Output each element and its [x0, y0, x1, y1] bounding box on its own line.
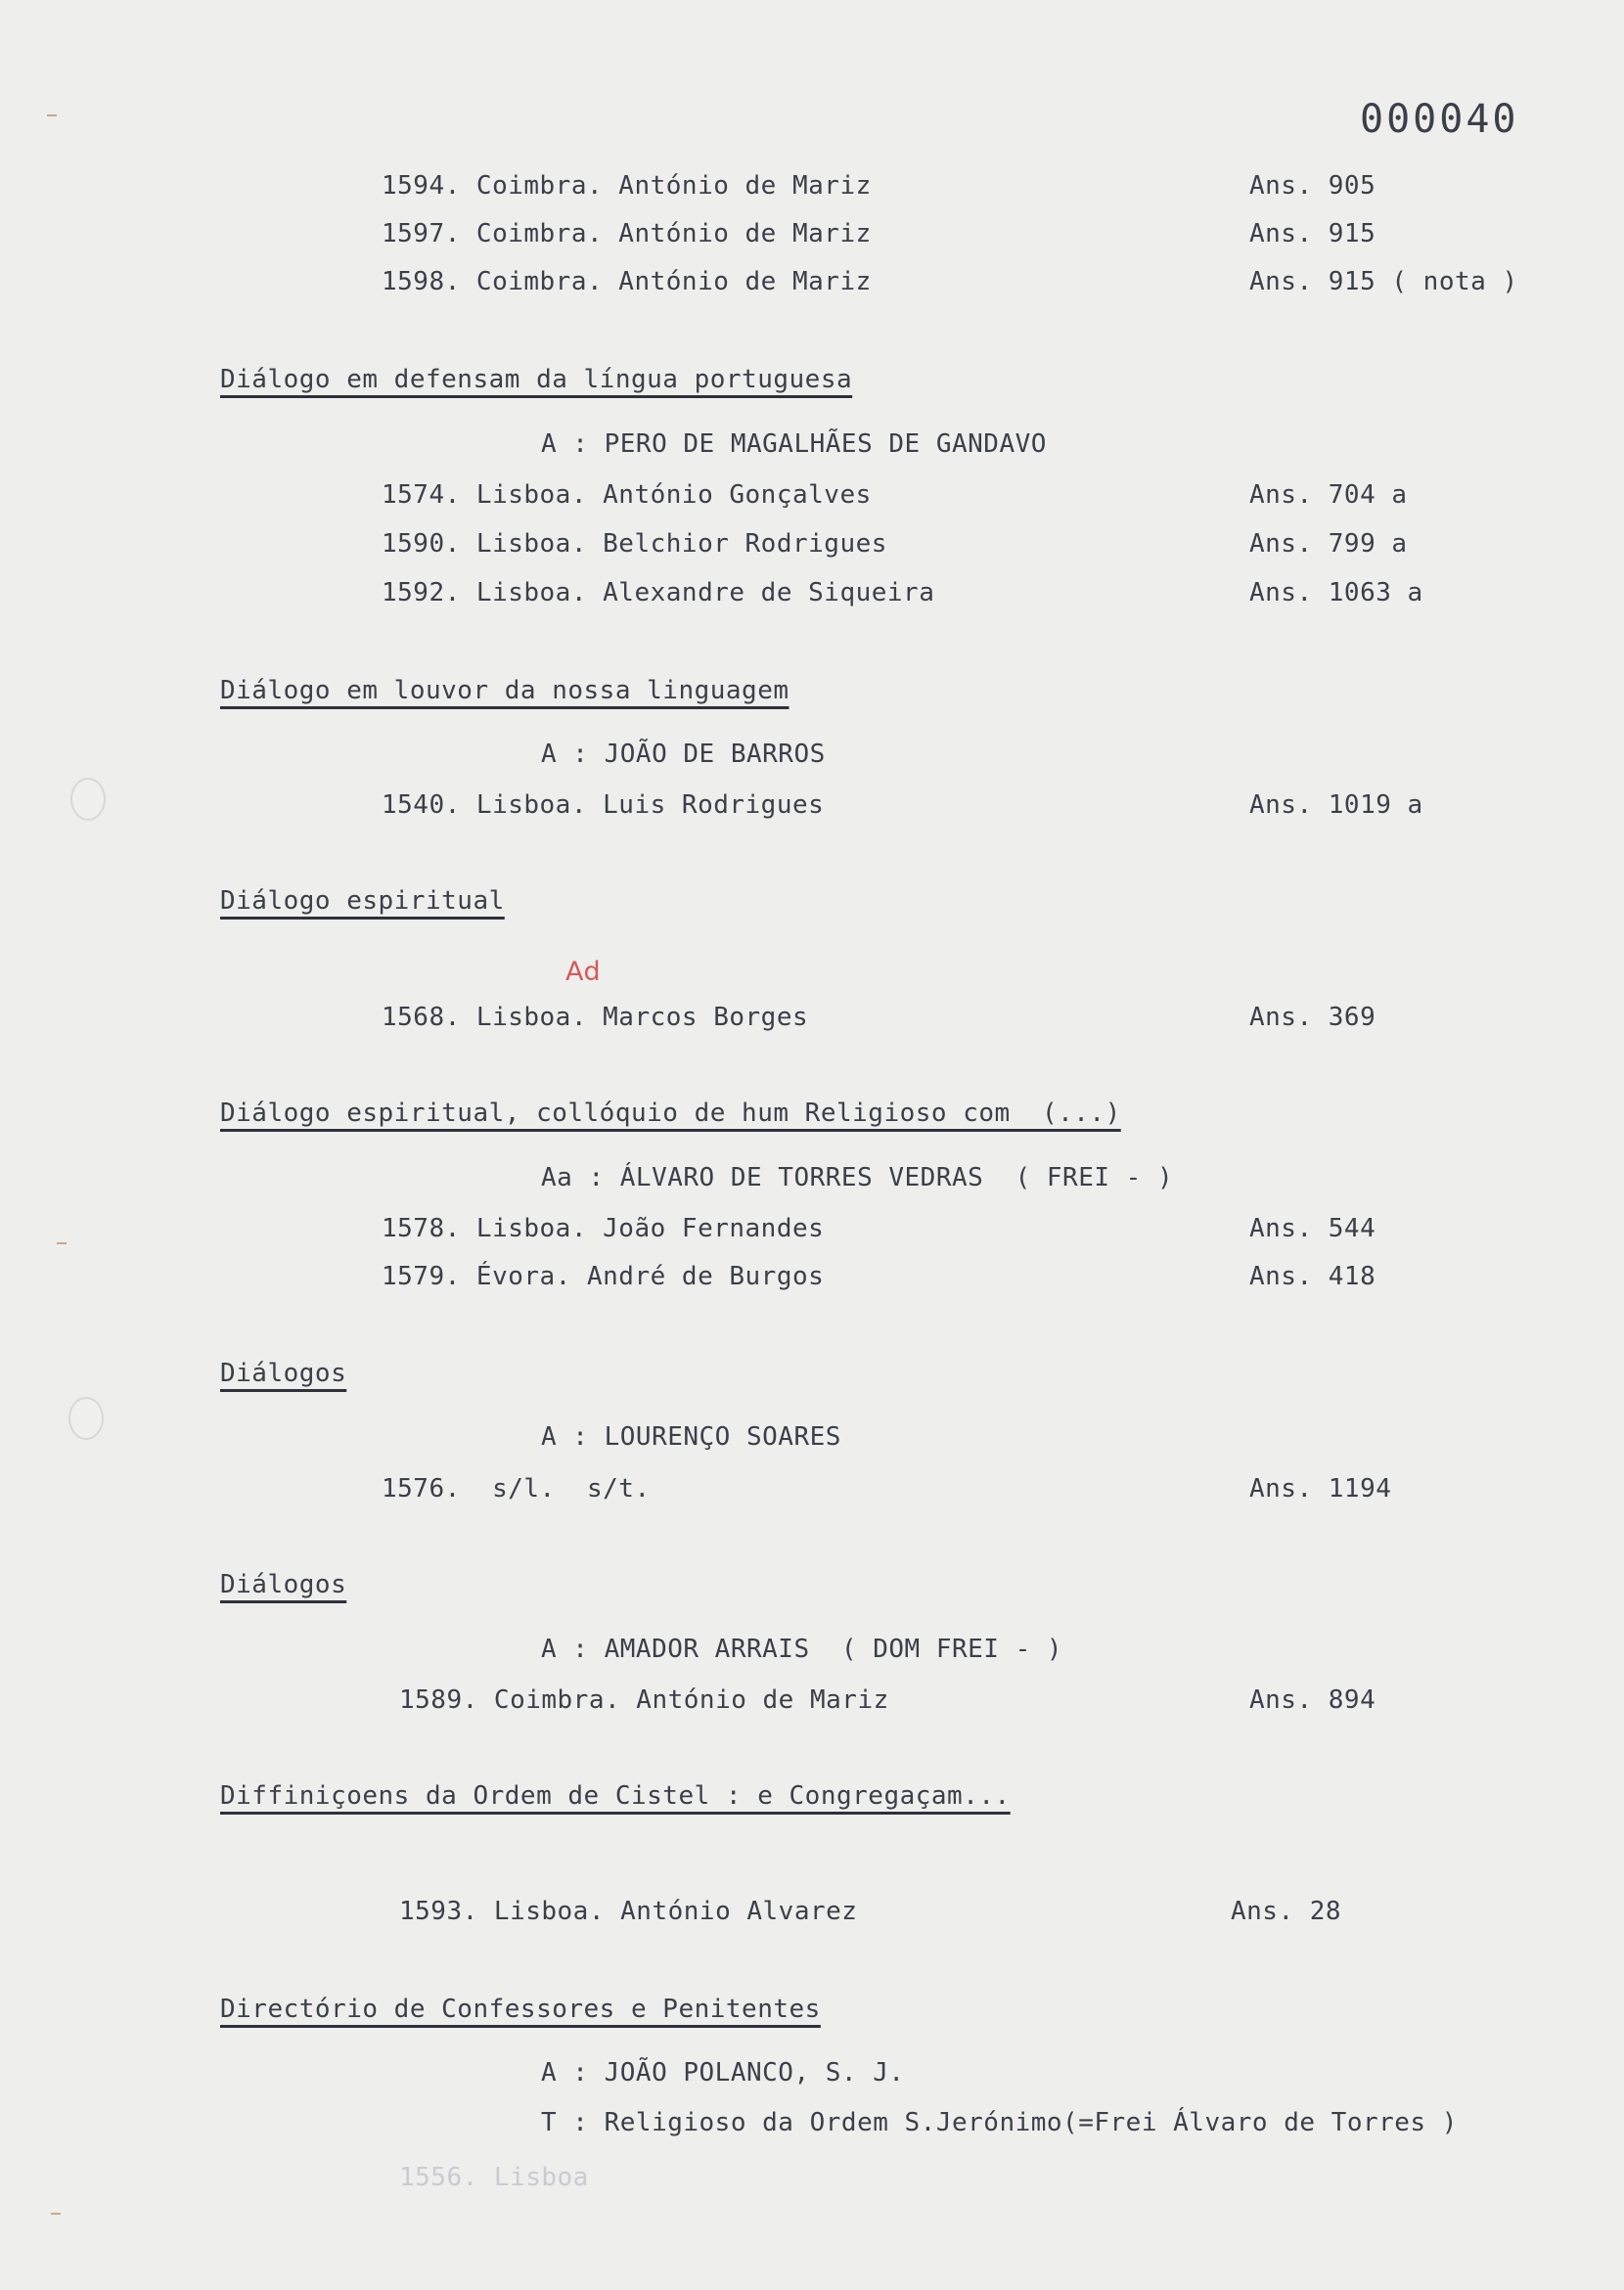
entry-imprint: 1574. Lisboa. António Gonçalves	[382, 480, 872, 510]
punch-hole	[68, 1397, 104, 1440]
section-author: A : JOÃO DE BARROS	[541, 740, 826, 769]
entry-ref: Ans. 704 a	[1249, 480, 1408, 510]
section-title: Diffiniçoens da Ordem de Cistel : e Congregaçam...	[220, 1781, 1011, 1811]
entry-imprint: 1540. Lisboa. Luis Rodrigues	[382, 790, 825, 820]
section-translator: T : Religioso da Ordem S.Jerónimo(=Frei Álvaro de Torres )	[541, 2108, 1458, 2137]
entry-ref: Ans. 905	[1249, 171, 1376, 201]
entry-ref: Ans. 1194	[1249, 1474, 1392, 1504]
page-number: 000040	[1360, 97, 1519, 142]
margin-mark	[47, 114, 57, 116]
section-title: Diálogo em defensam da língua portuguesa	[220, 365, 853, 394]
handwritten-annotation: Ad	[565, 957, 602, 987]
section-author: A : LOURENÇO SOARES	[541, 1422, 841, 1452]
entry-imprint: 1568. Lisboa. Marcos Borges	[382, 1003, 809, 1032]
entry-imprint: 1589. Coimbra. António de Mariz	[399, 1685, 889, 1715]
entry-imprint: 1592. Lisboa. Alexandre de Siqueira	[382, 578, 935, 607]
section-title: Diálogo em louvor da nossa linguagem	[220, 676, 789, 705]
entry-ref: Ans. 544	[1249, 1214, 1376, 1243]
margin-mark	[57, 1242, 67, 1244]
section-title: Diálogos	[220, 1359, 347, 1388]
entry-imprint: 1598. Coimbra. António de Mariz	[382, 267, 872, 296]
punch-hole	[70, 778, 106, 821]
entry-ref: Ans. 915 ( nota )	[1249, 267, 1518, 296]
section-author: A : AMADOR ARRAIS ( DOM FREI - )	[541, 1635, 1063, 1664]
section-author: A : PERO DE MAGALHÃES DE GANDAVO	[541, 429, 1047, 459]
entry-ref: Ans. 369	[1249, 1003, 1376, 1032]
entry-imprint: 1579. Évora. André de Burgos	[382, 1262, 825, 1291]
entry-imprint: 1556. Lisboa	[399, 2163, 589, 2192]
entry-ref: Ans. 894	[1249, 1685, 1376, 1715]
entry-ref: Ans. 799 a	[1249, 529, 1408, 559]
entry-ref: Ans. 1019 a	[1249, 790, 1423, 820]
entry-imprint: 1594. Coimbra. António de Mariz	[382, 171, 872, 201]
entry-imprint: 1578. Lisboa. João Fernandes	[382, 1214, 825, 1243]
entry-ref: Ans. 915	[1249, 219, 1376, 248]
section-title: Directório de Confessores e Penitentes	[220, 1995, 821, 2024]
entry-imprint: 1590. Lisboa. Belchior Rodrigues	[382, 529, 887, 559]
entry-imprint: 1576. s/l. s/t.	[382, 1474, 651, 1504]
section-title: Diálogo espiritual, collóquio de hum Religioso com (...)	[220, 1099, 1121, 1128]
entry-imprint: 1597. Coimbra. António de Mariz	[382, 219, 872, 248]
entry-ref: Ans. 1063 a	[1249, 578, 1423, 607]
entry-ref: Ans. 418	[1249, 1262, 1376, 1291]
section-author: Aa : ÁLVARO DE TORRES VEDRAS ( FREI - )	[541, 1163, 1174, 1192]
section-title: Diálogo espiritual	[220, 886, 505, 916]
section-author: A : JOÃO POLANCO, S. J.	[541, 2058, 905, 2088]
entry-ref: Ans. 28	[1231, 1897, 1342, 1926]
entry-imprint: 1593. Lisboa. António Alvarez	[399, 1897, 858, 1926]
section-title: Diálogos	[220, 1570, 347, 1599]
margin-mark	[51, 2213, 61, 2215]
